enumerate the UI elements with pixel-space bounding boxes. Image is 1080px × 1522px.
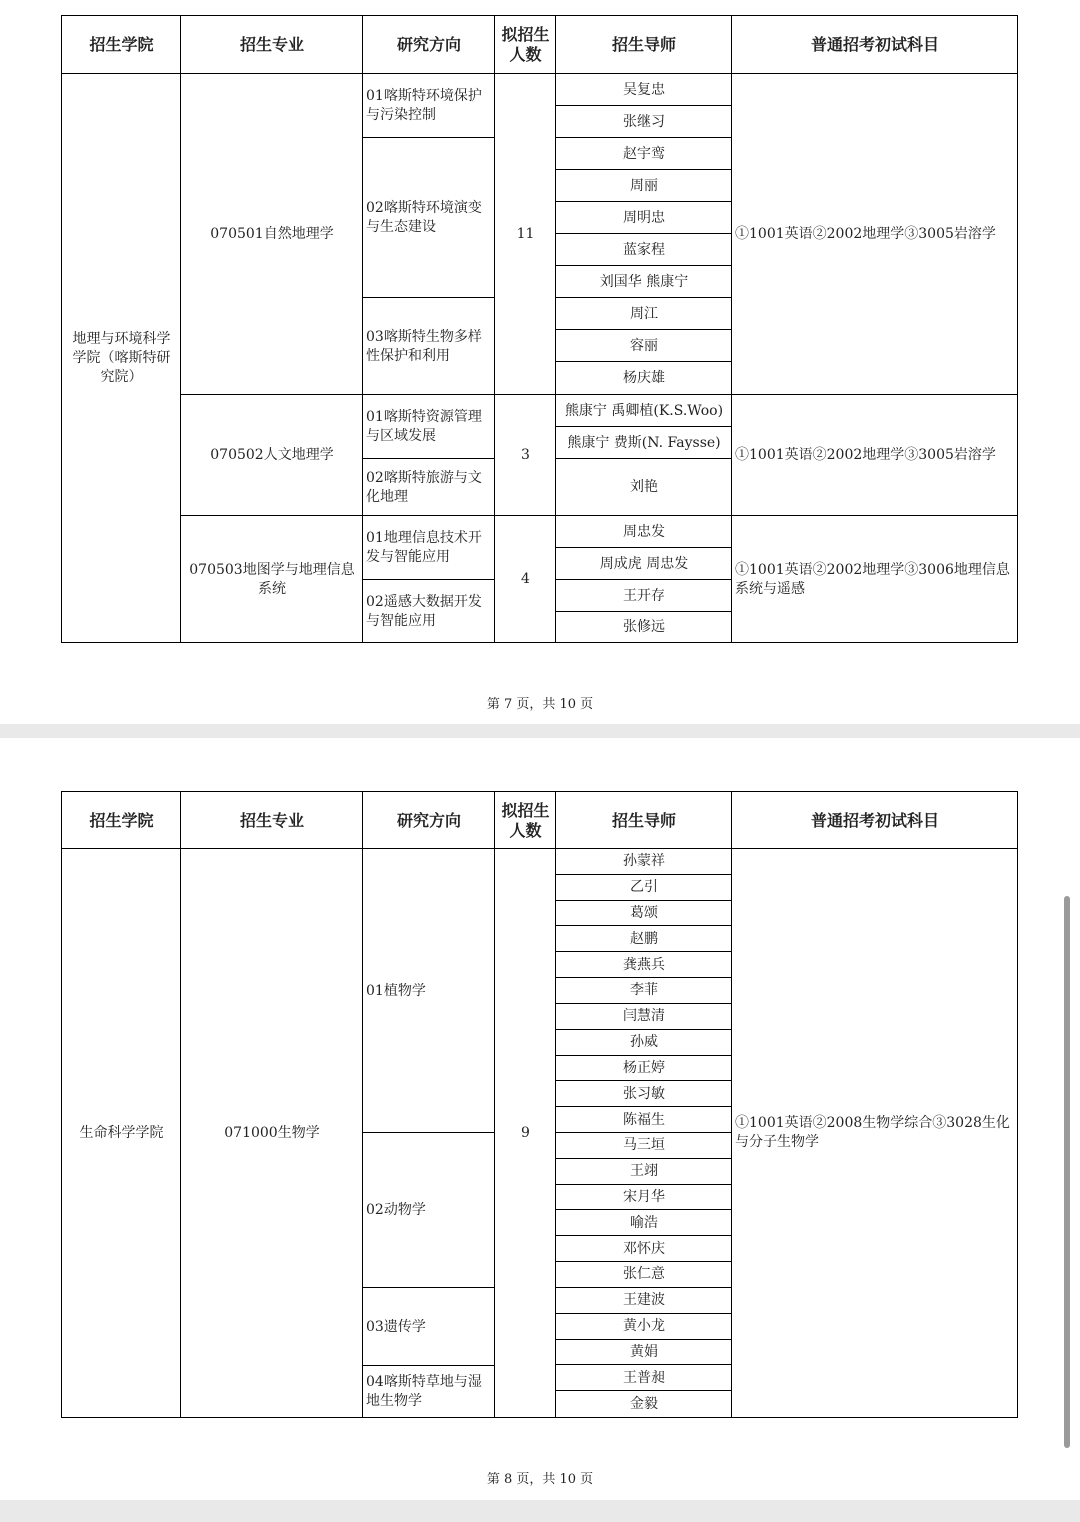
direction-cell: 02遥感大数据开发与智能应用 [366,593,482,629]
table-border [556,1029,732,1030]
advisor-cell: 龚燕兵 [623,956,665,973]
advisor-cell: 王建波 [623,1292,665,1309]
advisor-cell: 金毅 [630,1395,658,1412]
advisor-cell: 赵鹏 [630,930,658,947]
advisor-cell: 葛颂 [630,905,658,922]
exam-cell: ①1001英语②2002地理学③3005岩溶学 [735,447,996,463]
table-border [363,1287,495,1288]
advisor-cell: 周江 [630,305,658,322]
table-border [731,791,732,1418]
advisor-cell: 邓怀庆 [623,1240,665,1257]
table-border [556,1313,732,1314]
direction-cell: 01喀斯特环境保护与污染控制 [366,88,482,123]
table-border [61,642,1018,643]
quota-cell: 3 [521,447,530,463]
advisor-cell: 杨庆雄 [623,370,665,386]
advisor-cell: 容丽 [630,337,658,354]
table-border [556,458,732,459]
table-border [556,233,732,234]
advisor-cell: 王开存 [623,587,665,604]
table-border [556,1106,732,1107]
table-border [494,791,495,1418]
advisor-cell: 蓝家程 [623,241,665,258]
table-border [556,1209,732,1210]
table-border [556,874,732,875]
table-border [556,1055,732,1056]
table-border [556,361,732,362]
direction-cell: 01喀斯特资源管理与区域发展 [366,409,482,444]
document-page-7 [0,0,1080,724]
table-border [556,1003,732,1004]
advisor-cell: 杨正婷 [623,1059,665,1076]
table-border [556,426,732,427]
exam-cell: ①1001英语②2002地理学③3006地理信息系统与遥感 [735,561,1010,597]
table-border [555,15,556,643]
advisor-cell: 张习敏 [623,1085,665,1102]
header-major: 招生专业 [239,35,304,54]
table-border [180,15,181,643]
page-separator [0,1500,1080,1522]
table-border [556,201,732,202]
table-border [556,1080,732,1081]
advisor-cell: 李菲 [630,982,658,999]
header-quota: 拟招生人数 [501,800,550,840]
advisor-cell: 孙威 [630,1034,658,1051]
table-border [556,1184,732,1185]
table-border [556,105,732,106]
advisor-cell: 马三垣 [623,1137,665,1154]
table-border [181,515,1018,516]
advisor-cell: 张继习 [623,113,665,130]
table-border [556,297,732,298]
header-advisors: 招生导师 [611,35,676,54]
major-cell: 070502人文地理学 [210,447,334,463]
direction-cell: 02动物学 [366,1202,426,1218]
college-cell: 地理与环境科学学院（喀斯特研究院） [72,331,171,385]
table-border [556,169,732,170]
advisor-cell: 周忠发 [623,523,665,540]
table-border [556,951,732,952]
advisor-cell: 喻浩 [630,1214,658,1231]
table-border [363,297,495,298]
advisor-cell: 宋月华 [623,1189,665,1206]
table-border [362,791,363,1418]
header-major: 招生专业 [239,810,304,830]
table-border [556,1132,732,1133]
table-border [556,925,732,926]
major-cell: 070501自然地理学 [210,226,334,242]
quota-cell: 4 [521,571,530,587]
header-advisors: 招生导师 [611,810,676,830]
header-direction: 研究方向 [396,35,461,54]
header-college: 招生学院 [89,35,154,54]
page-separator [0,724,1080,738]
table-border [556,1364,732,1365]
advisor-cell: 黄小龙 [623,1318,665,1335]
advisor-cell: 熊康宁 费斯(N. Faysse) [567,434,721,451]
page-number: 第 8 页，共 10 页 [486,1472,594,1487]
page-number: 第 7 页，共 10 页 [486,697,594,712]
table-border [61,791,1018,792]
table-border [61,791,62,1418]
table-border [556,265,732,266]
table-border [556,579,732,580]
direction-cell: 04喀斯特草地与湿地生物学 [366,1373,482,1409]
advisor-cell: 熊康宁 禹卿植(K.S.Woo) [564,402,724,419]
table-border [362,15,363,643]
header-exam: 普通招考初试科目 [810,810,939,830]
direction-cell: 03喀斯特生物多样性保护和利用 [366,328,482,364]
table-border [363,1132,495,1133]
table-border [556,611,732,612]
table-border [556,547,732,548]
table-border [556,900,732,901]
table-border [556,977,732,978]
table-border [61,15,62,643]
table-border [556,1261,732,1262]
advisor-cell: 孙蒙祥 [623,853,665,870]
table-border [363,458,495,459]
table-border [180,791,181,1418]
advisor-cell: 闫慧清 [623,1008,665,1025]
header-exam: 普通招考初试科目 [810,35,939,54]
advisor-cell: 赵宇鸾 [623,145,665,162]
advisor-cell: 周丽 [630,177,658,194]
direction-cell: 01植物学 [366,982,426,999]
table-border [555,791,556,1418]
table-border [1017,15,1018,643]
table-border [494,15,495,643]
header-quota: 拟招生人数 [501,25,550,64]
advisor-cell: 吴复忠 [623,81,665,98]
table-border [556,1235,732,1236]
table-border [181,394,1018,395]
table-border [556,1158,732,1159]
exam-cell: ①1001英语②2008生物学综合③3028生化与分子生物学 [735,1115,1010,1150]
advisor-cell: 周明忠 [623,209,665,226]
advisor-cell: 刘国华 熊康宁 [599,273,689,290]
advisor-cell: 王翊 [630,1163,658,1180]
table-border [61,848,1018,849]
header-direction: 研究方向 [396,810,461,830]
advisor-cell: 黄娟 [630,1343,658,1360]
advisor-cell: 张仁意 [623,1266,665,1283]
table-border [61,1417,1018,1418]
document-page-8 [0,738,1080,1500]
advisor-cell: 陈福生 [623,1111,665,1128]
table-border [556,1287,732,1288]
advisor-cell: 乙引 [630,879,658,896]
scrollbar-thumb[interactable] [1064,896,1070,1448]
header-college: 招生学院 [89,810,154,830]
college-cell: 生命科学学院 [79,1124,164,1141]
table-border [556,1339,732,1340]
direction-cell: 03遗传学 [366,1318,426,1335]
table-border [556,329,732,330]
advisor-cell: 王普昶 [623,1369,665,1386]
advisor-cell: 刘艳 [630,479,658,495]
quota-cell: 9 [521,1124,530,1141]
advisor-cell: 张修远 [623,619,665,635]
table-border [556,1390,732,1391]
table-border [731,15,732,643]
table-border [363,137,495,138]
direction-cell: 01地理信息技术开发与智能应用 [366,530,482,565]
direction-cell: 02喀斯特环境演变与生态建设 [366,200,482,235]
major-cell: 071000生物学 [224,1124,320,1141]
exam-cell: ①1001英语②2002地理学③3005岩溶学 [735,226,996,242]
table-border [1017,791,1018,1418]
table-border [556,137,732,138]
table-border [363,579,495,580]
quota-cell: 11 [516,226,535,242]
direction-cell: 02喀斯特旅游与文化地理 [366,469,482,505]
major-cell: 070503地图学与地理信息系统 [189,561,355,597]
table-border [61,15,1018,16]
advisor-cell: 周成虎 周忠发 [599,555,689,572]
table-border [363,1365,495,1366]
table-border [61,73,1018,74]
